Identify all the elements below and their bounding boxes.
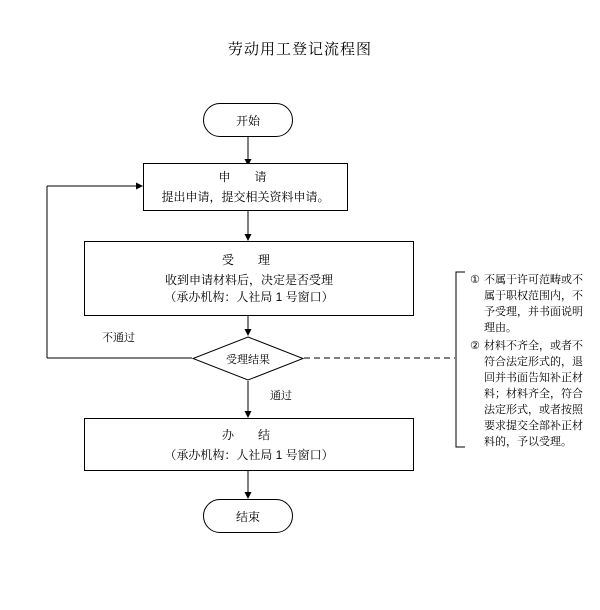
note-marker-1: ① xyxy=(470,274,480,286)
note-text-1: 不属于许可范畴或不属于职权范围内，不予受理，并书面说明理由。 xyxy=(484,274,583,334)
note-block xyxy=(470,272,588,452)
node-accept-body-1: 收到申请材料后，决定是否受理 xyxy=(164,273,333,287)
node-apply-body: 提出申请，提交相关资料申请。 xyxy=(161,190,330,204)
node-decision[interactable] xyxy=(192,336,304,381)
note-item xyxy=(470,272,588,336)
node-finish[interactable] xyxy=(84,418,414,471)
note-text-2: 材料不齐全，或者不符合法定形式的，退回并书面告知补正材料；材料齐全，符合法定形式，或者按照要求提交全部补正材料的，予以受理。 xyxy=(484,340,583,448)
edge-label-fail: 不通过 xyxy=(100,329,137,345)
node-finish-title: 办 结 xyxy=(221,427,276,442)
page-title: 劳动用工登记流程图 xyxy=(227,41,372,58)
node-finish-body: （承办机构：人社局 1 号窗口） xyxy=(164,447,334,462)
node-decision-label: 受理结果 xyxy=(226,353,270,366)
node-end[interactable] xyxy=(203,499,293,533)
node-apply[interactable] xyxy=(143,163,348,211)
node-accept-title: 受 理 xyxy=(221,253,276,267)
edge-label-pass: 通过 xyxy=(268,387,294,403)
node-apply-title: 申 请 xyxy=(218,170,273,184)
note-item xyxy=(470,338,588,450)
note-marker-2: ② xyxy=(470,340,480,352)
node-start[interactable] xyxy=(203,103,293,137)
node-accept[interactable] xyxy=(84,241,414,316)
node-accept-body-2: （承办机构：人社局 1 号窗口） xyxy=(164,290,334,304)
node-start-label: 开始 xyxy=(235,113,260,128)
node-end-label: 结束 xyxy=(235,509,260,524)
